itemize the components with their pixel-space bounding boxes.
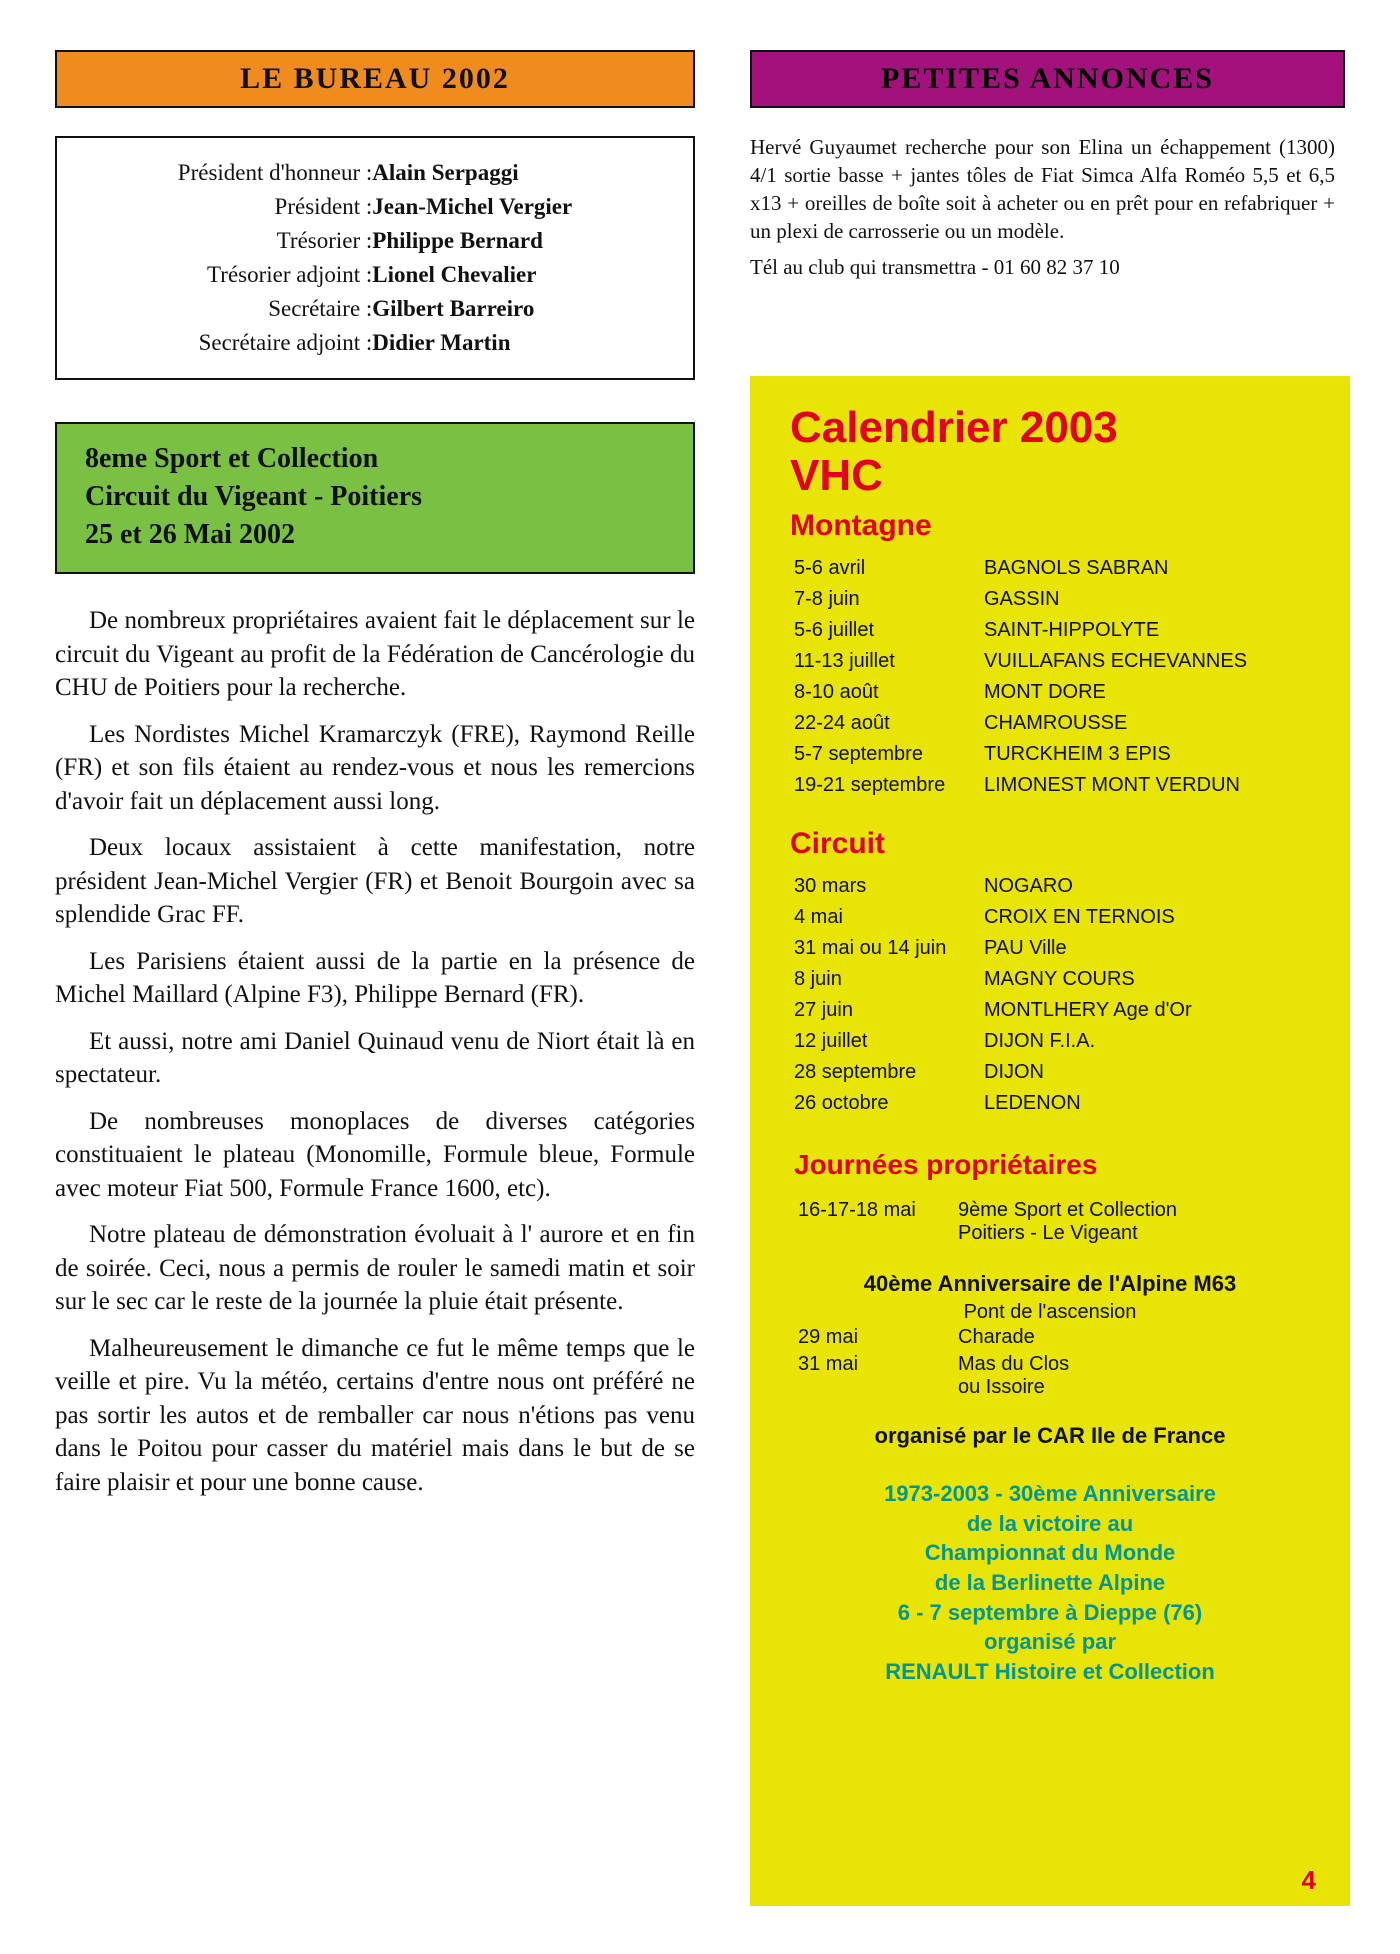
section-heading-journees: Journées propriétaires <box>794 1149 1098 1181</box>
event-name <box>958 1197 1177 1247</box>
anniversary-subheading: Pont de l'ascension <box>963 1301 1137 1324</box>
anniversary-table <box>798 1324 1069 1401</box>
classified-ad-phone: Tél au club qui transmettra - 01 60 82 37 10 <box>750 254 1120 279</box>
event-date: 31 mai <box>798 1353 859 1376</box>
table-row <box>178 190 572 224</box>
table-row <box>798 1351 1069 1401</box>
table-row <box>178 156 572 190</box>
table-row <box>794 964 1192 995</box>
article-paragraph: Notre plateau de démonstration évoluait à l' aurore et en fin de soirée. Ceci, nous a permis de rouler le samedi matin et soir sur le sec car le reste de la journée la pluie était présente. <box>55 1221 695 1316</box>
bureau-box <box>55 136 695 380</box>
bureau-role: Trésorier adjoint : <box>207 262 373 287</box>
event-date: 27 juin <box>794 999 853 1022</box>
event-name: SAINT-HIPPOLYTE <box>984 619 1160 642</box>
event-name: MONTLHERY Age d'Or <box>984 999 1192 1022</box>
bureau-banner: LE BUREAU 2002 <box>55 50 695 108</box>
event-date: 26 octobre <box>794 1092 889 1115</box>
event-date: 22-24 août <box>794 712 890 735</box>
event-name: VUILLAFANS ECHEVANNES <box>984 650 1248 673</box>
bureau-table <box>178 156 572 360</box>
table-row <box>794 677 1247 708</box>
calendar-panel <box>750 376 1350 1906</box>
classified-ad <box>750 134 1335 282</box>
section-heading-montagne: Montagne <box>790 509 932 543</box>
classified-ad-text: Hervé Guyaumet recherche pour son Elina un échappement (1300) 4/1 sortie basse + jantes tôles de Fiat Simca Alfa Roméo 5,5 et 6,5 x13 + oreilles de boîte soit à acheter ou en prêt pour en refabriquer + un plexi de carrosserie ou un modèle. <box>750 135 1335 243</box>
organiser-line: organisé par le CAR Ile de France <box>874 1423 1226 1449</box>
article-paragraph: De nombreux propriétaires avaient fait le déplacement sur le circuit du Vigeant au profit de la Fédération de Cancérologie du CHU de Poitiers pour la recherche. <box>55 607 695 702</box>
event-name: PAU Ville <box>984 937 1067 960</box>
event-date: 4 mai <box>794 906 843 929</box>
event-name: DIJON F.I.A. <box>984 1030 1096 1053</box>
bureau-person: Jean-Michel Vergier <box>372 194 573 219</box>
journees-table <box>798 1197 1177 1247</box>
bureau-role: Secrétaire : <box>268 296 373 321</box>
event-name: NOGARO <box>984 875 1073 898</box>
article-paragraph: Les Parisiens étaient aussi de la partie en la présence de Michel Maillard (Alpine F3), Philippe Bernard (FR). <box>55 947 695 1009</box>
event-name: DIJON <box>984 1061 1044 1084</box>
right-column <box>750 50 1350 282</box>
event-name: Charade <box>958 1326 1035 1349</box>
event-date: 7-8 juin <box>794 588 860 611</box>
bureau-role: Président : <box>274 194 373 219</box>
table-row <box>178 224 572 258</box>
anniversary-heading: 40ème Anniversaire de l'Alpine M63 <box>863 1271 1237 1297</box>
event-name: CROIX EN TERNOIS <box>984 906 1175 929</box>
article-paragraph: Deux locaux assistaient à cette manifestation, notre président Jean-Michel Vergier (FR) et Benoit Bourgoin avec sa splendide Grac FF. <box>55 834 695 929</box>
event-name: BAGNOLS SABRAN <box>984 557 1169 580</box>
table-row <box>794 770 1247 801</box>
bureau-person: Lionel Chevalier <box>372 262 537 287</box>
event-name: MAGNY COURS <box>984 968 1135 991</box>
notice-line-2: de la victoire au <box>966 1510 1134 1536</box>
table-row <box>794 902 1192 933</box>
table-row <box>798 1324 1069 1351</box>
event-date: 31 mai ou 14 juin <box>794 937 947 960</box>
petites-annonces-banner: PETITES ANNONCES <box>750 50 1345 108</box>
event-name <box>958 1351 1069 1401</box>
bureau-role: Trésorier : <box>276 228 373 253</box>
event-line-3: 25 et 26 Mai 2002 <box>85 519 295 551</box>
event-name: GASSIN <box>984 588 1060 611</box>
table-row <box>794 933 1192 964</box>
event-name: TURCKHEIM 3 EPIS <box>984 743 1171 766</box>
event-name-line1: 9ème Sport et Collection <box>958 1199 1178 1222</box>
event-date: 5-6 avril <box>794 557 866 580</box>
article-paragraph: De nombreuses monoplaces de diverses catégories constituaient le plateau (Monomille, Formule bleue, Formule avec moteur Fiat 500, Formule France 1600, etc). <box>55 1107 695 1202</box>
table-row <box>794 646 1247 677</box>
event-date: 5-7 septembre <box>794 743 923 766</box>
notice-line-5: 6 - 7 septembre à Dieppe (76) <box>897 1599 1203 1625</box>
table-row <box>794 1088 1192 1119</box>
notice-line-1: 1973-2003 - 30ème Anniversaire <box>884 1481 1216 1507</box>
event-date: 5-6 juillet <box>794 619 875 642</box>
table-row <box>794 995 1192 1026</box>
event-date: 12 juillet <box>794 1030 868 1053</box>
table-row <box>794 1026 1192 1057</box>
notice-line-6: organisé par <box>983 1629 1117 1655</box>
table-row <box>794 871 1192 902</box>
notice-line-4: de la Berlinette Alpine <box>934 1570 1166 1596</box>
table-row <box>794 739 1247 770</box>
table-row <box>178 326 572 360</box>
table-row <box>178 258 572 292</box>
event-date: 30 mars <box>794 875 867 898</box>
event-name: CHAMROUSSE <box>984 712 1128 735</box>
bureau-person: Philippe Bernard <box>372 228 543 253</box>
event-name: LIMONEST MONT VERDUN <box>984 774 1240 797</box>
event-date: 11-13 juillet <box>794 650 895 673</box>
table-row <box>794 1057 1192 1088</box>
calendar-title <box>790 404 1324 499</box>
event-date: 8-10 août <box>794 681 879 704</box>
bureau-person: Alain Serpaggi <box>372 160 519 185</box>
article-paragraph: Et aussi, notre ami Daniel Quinaud venu de Niort était là en spectateur. <box>55 1027 695 1089</box>
montagne-table <box>794 553 1247 801</box>
event-name-line2: Poitiers - Le Vigeant <box>958 1222 1138 1245</box>
table-row <box>794 584 1247 615</box>
event-date: 16-17-18 mai <box>798 1199 916 1222</box>
left-column <box>55 50 710 1512</box>
circuit-table <box>794 871 1192 1119</box>
table-row <box>798 1197 1177 1247</box>
event-date: 19-21 septembre <box>794 774 946 797</box>
event-name: MONT DORE <box>984 681 1106 704</box>
anniversary-notice <box>776 1479 1324 1687</box>
bureau-person: Gilbert Barreiro <box>372 296 535 321</box>
page-number: 4 <box>1301 1865 1316 1895</box>
notice-line-7: RENAULT Histoire et Collection <box>885 1659 1215 1685</box>
table-row <box>178 292 572 326</box>
bureau-role: Secrétaire adjoint : <box>198 330 373 355</box>
event-date: 8 juin <box>794 968 842 991</box>
notice-line-3: Championnat du Monde <box>924 1540 1176 1566</box>
event-name-line1: Mas du Clos <box>958 1353 1070 1376</box>
event-line-2: Circuit du Vigeant - Poitiers <box>85 481 423 513</box>
event-line-1: 8eme Sport et Collection <box>85 443 379 474</box>
table-row <box>794 615 1247 646</box>
table-row <box>794 553 1247 584</box>
article-paragraph: Les Nordistes Michel Kramarczyk (FRE), Raymond Reille (FR) et son fils étaient au rendez-vous et nous les remercions d'avoir fait un déplacement aussi long. <box>55 720 695 815</box>
bureau-person: Didier Martin <box>372 330 511 355</box>
event-name-line2: ou Issoire <box>958 1376 1045 1399</box>
event-date: 29 mai <box>798 1326 859 1349</box>
calendar-title-line2: VHC <box>790 450 883 500</box>
article-body <box>55 604 695 1499</box>
table-row <box>794 708 1247 739</box>
event-name: LEDENON <box>984 1092 1081 1115</box>
event-highlight-box <box>55 422 695 574</box>
article-paragraph: Malheureusement le dimanche ce fut le même temps que le veille et pire. Vu la météo, certains d'entre nous ont préféré ne pas sortir les autos et de remballer car nous n'étions pas venu dans le Poitou pour casser du matériel mais dans le but de se faire plaisir et pour une bonne cause. <box>55 1334 695 1496</box>
bureau-role: Président d'honneur : <box>177 160 373 185</box>
event-date: 28 septembre <box>794 1061 917 1084</box>
section-heading-circuit: Circuit <box>790 827 886 861</box>
calendar-title-line1: Calendrier 2003 <box>790 403 1118 452</box>
